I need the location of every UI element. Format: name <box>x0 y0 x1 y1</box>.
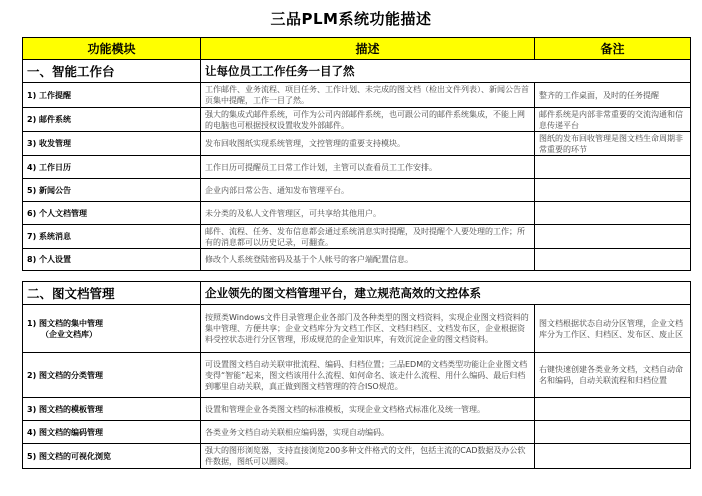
section-header-row <box>23 282 691 305</box>
module-cell: 4) 图文档的编码管理 <box>23 421 201 444</box>
description-cell: 强大的集成式邮件系统，可作为公司内部邮件系统，也可跟公司的邮件系统集成，不能上网的电脑也可根据授权设置收发外部邮件。 <box>201 108 535 132</box>
header-description: 描述 <box>201 38 535 60</box>
module-cell: 6) 个人文档管理 <box>23 202 201 225</box>
section-header-row <box>23 60 691 83</box>
table-row <box>23 225 691 249</box>
description-cell: 发布回收图纸实现系统管理，文控管理的重要支持模块。 <box>201 132 535 156</box>
module-cell: 8) 个人设置 <box>23 249 201 271</box>
module-cell: 4) 工作日历 <box>23 156 201 179</box>
module-cell: 1) 工作提醒 <box>23 83 201 108</box>
description-cell: 未分类的及私人文件管理区，可共享给其他用户。 <box>201 202 535 225</box>
header-module: 功能模块 <box>23 38 201 60</box>
table-row <box>23 305 691 353</box>
module-cell: 5) 新闻公告 <box>23 179 201 202</box>
header-remark: 备注 <box>535 38 691 60</box>
remark-cell: 邮件系统是内部非常重要的交流沟通和信息传递平台 <box>535 108 691 132</box>
module-cell: 2) 邮件系统 <box>23 108 201 132</box>
section-summary: 让每位员工工作任务一目了然 <box>201 60 691 83</box>
remark-cell: 图纸的发布回收管理是图文档生命周期非常重要的环节 <box>535 132 691 156</box>
module-cell <box>23 305 201 353</box>
table-row <box>23 132 691 156</box>
remark-cell <box>535 249 691 271</box>
description-cell: 设置和管理企业各类图文档的标准模板，实现企业文档格式标准化及统一管理。 <box>201 398 535 421</box>
table-row <box>23 421 691 444</box>
table-row <box>23 202 691 225</box>
description-cell: 工作日历可提醒员工日常工作计划，主管可以查看员工工作安排。 <box>201 156 535 179</box>
module-cell: 3) 图文档的模板管理 <box>23 398 201 421</box>
remark-cell <box>535 444 691 469</box>
table-row <box>23 353 691 398</box>
remark-cell <box>535 421 691 444</box>
description-cell: 企业内部日常公告、通知发布管理平台。 <box>201 179 535 202</box>
table-row <box>23 249 691 271</box>
function-table <box>22 37 691 469</box>
remark-cell: 图文档根据状态自动分区管理，企业文档库分为工作区、归档区、发布区、废止区 <box>535 305 691 353</box>
description-cell: 可设置图文档自动关联审批流程、编码、归档位置；三品EDM的文档类型功能让企业图文档变得“智能”起来，图文档该用什么流程、如何命名、该走什么流程、用什么编码、最后归档到哪里自动关联，真正做到图文档管理的符合ISO规范。 <box>201 353 535 398</box>
remark-cell: 整齐的工作桌面，及时的任务提醒 <box>535 83 691 108</box>
module-label: 1) 图文档的集中管理 <box>27 318 104 328</box>
remark-cell <box>535 202 691 225</box>
remark-cell: 右键快速创建各类业务文档，文档自动命名和编码，自动关联流程和归档位置 <box>535 353 691 398</box>
description-cell: 工作邮件、业务流程、项目任务、工作计划、未完成的图文档（检出文件列表）、新闻公告首页集中提醒，工作一目了然。 <box>201 83 535 108</box>
table-row <box>23 156 691 179</box>
description-cell: 修改个人系统登陆密码及基于个人帐号的客户端配置信息。 <box>201 249 535 271</box>
description-cell: 强大的图形浏览器，支持直接浏览200多种文件格式的文件，包括主流的CAD数据及办公软件数据，图纸可以圈阅。 <box>201 444 535 469</box>
section-summary: 企业领先的图文档管理平台，建立规范高效的文控体系 <box>201 282 691 305</box>
section-title: 一、智能工作台 <box>23 60 201 83</box>
module-cell: 3) 收发管理 <box>23 132 201 156</box>
remark-cell <box>535 179 691 202</box>
module-cell: 7) 系统消息 <box>23 225 201 249</box>
table-header-row <box>23 38 691 60</box>
module-cell: 5) 图文档的可视化浏览 <box>23 444 201 469</box>
table-row <box>23 179 691 202</box>
table-row <box>23 83 691 108</box>
page-title: 三品PLM系统功能描述 <box>270 10 432 28</box>
description-cell: 邮件、流程、任务、发布信息都会通过系统消息实时提醒，及时提醒个人要处理的工作；所有的消息都可以历史记录，可翻查。 <box>201 225 535 249</box>
description-cell: 各类业务文档自动关联相应编码器，实现自动编码。 <box>201 421 535 444</box>
remark-cell <box>535 225 691 249</box>
table-row <box>23 444 691 469</box>
module-cell: 2) 图文档的分类管理 <box>23 353 201 398</box>
section-divider <box>23 271 691 282</box>
remark-cell <box>535 156 691 179</box>
table-row <box>23 398 691 421</box>
description-cell: 按照类Windows文件目录管理企业各部门及各种类型的图文档资料，实现企业图文档资料的集中管理、方便共享；企业文档库分为文档工作区、文档归档区、文档发布区，企业根据资料受控状态进行分区管理，形成规范的企业知识库，有效沉淀企业的图文档资料。 <box>201 305 535 353</box>
remark-cell <box>535 398 691 421</box>
table-row <box>23 108 691 132</box>
module-sublabel: （企业文档库） <box>41 329 97 339</box>
section-title: 二、图文档管理 <box>23 282 201 305</box>
